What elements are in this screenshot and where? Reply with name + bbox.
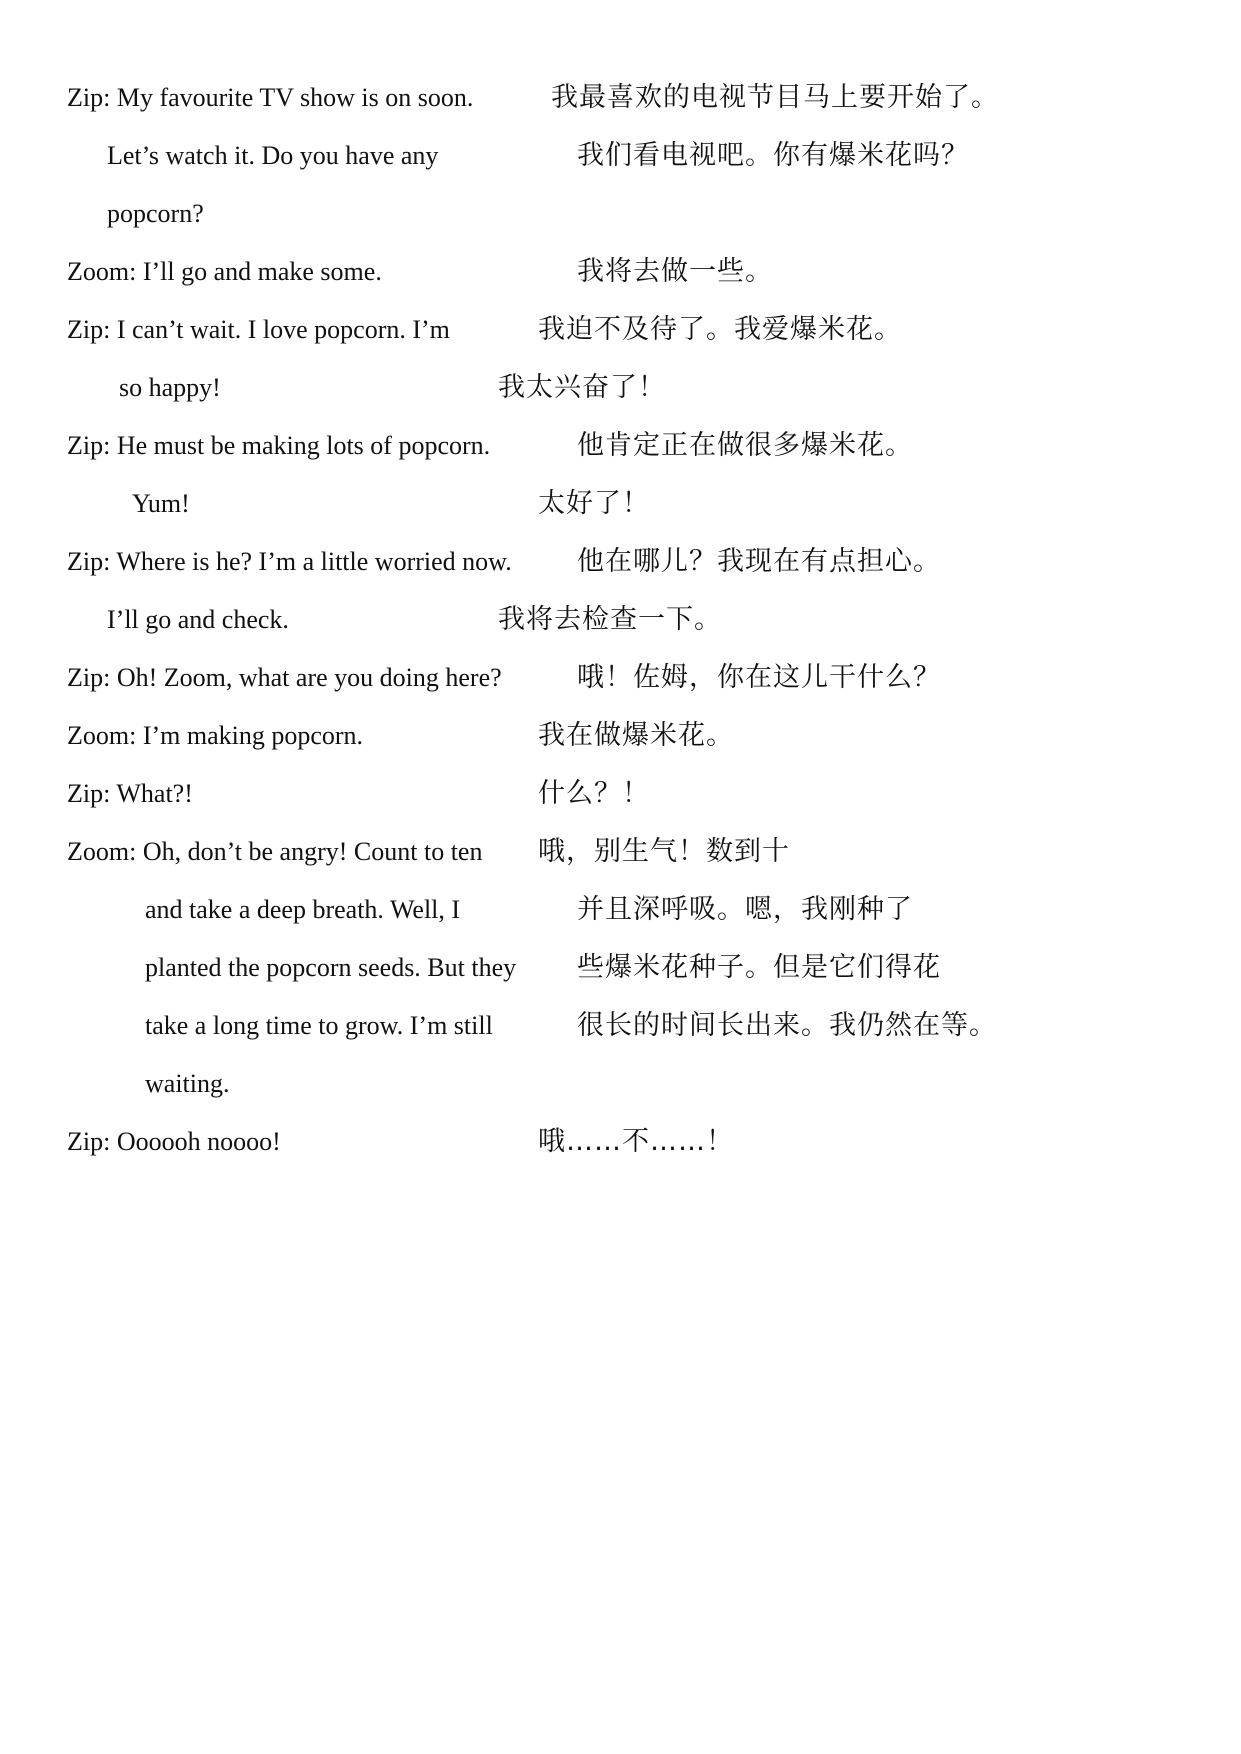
dialogue-line (0, 426, 1241, 491)
dialogue-line (0, 1064, 1241, 1129)
dialogue-line (0, 194, 1241, 259)
dialogue-line (0, 832, 1241, 897)
english-text: so happy! (119, 373, 221, 402)
chinese-text: 很长的时间长出来。我仍然在等。 (577, 1010, 997, 1041)
chinese-text: 我将去检查一下。 (498, 604, 722, 635)
english-text: Zip: What?! (67, 779, 193, 808)
dialogue-line (0, 252, 1241, 317)
english-text: Zoom: I’m making popcorn. (67, 721, 364, 750)
dialogue-line (0, 78, 1241, 143)
dialogue-line (0, 774, 1241, 839)
english-text: take a long time to grow. I’m still (145, 1011, 493, 1040)
english-text: Yum! (132, 489, 190, 518)
dialogue-line (0, 658, 1241, 723)
english-text: Zoom: Oh, don’t be angry! Count to ten (67, 837, 483, 866)
dialogue-line (0, 310, 1241, 375)
dialogue-line (0, 1122, 1241, 1187)
english-text: Zip: Oooooh noooo! (67, 1127, 281, 1156)
english-text: Let’s watch it. Do you have any (107, 141, 439, 170)
chinese-text: 他在哪儿？我现在有点担心。 (577, 546, 941, 577)
chinese-text: 并且深呼吸。嗯，我刚种了 (577, 894, 913, 925)
english-text: Zoom: I’ll go and make some. (67, 257, 382, 286)
dialogue-line (0, 368, 1241, 433)
chinese-text: 我将去做一些。 (577, 256, 773, 287)
chinese-text: 些爆米花种子。但是它们得花 (577, 952, 941, 983)
english-text: planted the popcorn seeds. But they (145, 953, 517, 982)
dialogue-line (0, 136, 1241, 201)
dialogue-line (0, 542, 1241, 607)
dialogue-line (0, 600, 1241, 665)
chinese-text: 我在做爆米花。 (538, 720, 734, 751)
chinese-text: 我迫不及待了。我爱爆米花。 (538, 314, 902, 345)
dialogue-line (0, 890, 1241, 955)
english-text: Zip: He must be making lots of popcorn. (67, 431, 491, 460)
english-text: popcorn? (107, 199, 204, 228)
english-text: Zip: My favourite TV show is on soon. (67, 83, 474, 112)
chinese-text: 我们看电视吧。你有爆米花吗？ (577, 140, 969, 171)
dialogue-line (0, 1006, 1241, 1071)
chinese-text: 我最喜欢的电视节目马上要开始了。 (551, 82, 999, 113)
chinese-text: 哦，别生气！数到十 (538, 836, 790, 867)
chinese-text: 哦！佐姆，你在这儿干什么？ (577, 662, 941, 693)
dialogue-line (0, 948, 1241, 1013)
english-text: and take a deep breath. Well, I (145, 895, 461, 924)
english-text: I’ll go and check. (107, 605, 289, 634)
chinese-text: 太好了！ (538, 488, 650, 519)
english-text: Zip: Oh! Zoom, what are you doing here? (67, 663, 502, 692)
dialogue-line (0, 716, 1241, 781)
chinese-text: 他肯定正在做很多爆米花。 (577, 430, 913, 461)
chinese-text: 什么？！ (538, 778, 650, 809)
english-text: Zip: Where is he? I’m a little worried now. (67, 547, 512, 576)
chinese-text: 哦……不……！ (538, 1126, 734, 1157)
english-text: waiting. (145, 1069, 230, 1098)
dialogue-line (0, 484, 1241, 549)
chinese-text: 我太兴奋了！ (498, 372, 666, 403)
english-text: Zip: I can’t wait. I love popcorn. I’m (67, 315, 450, 344)
